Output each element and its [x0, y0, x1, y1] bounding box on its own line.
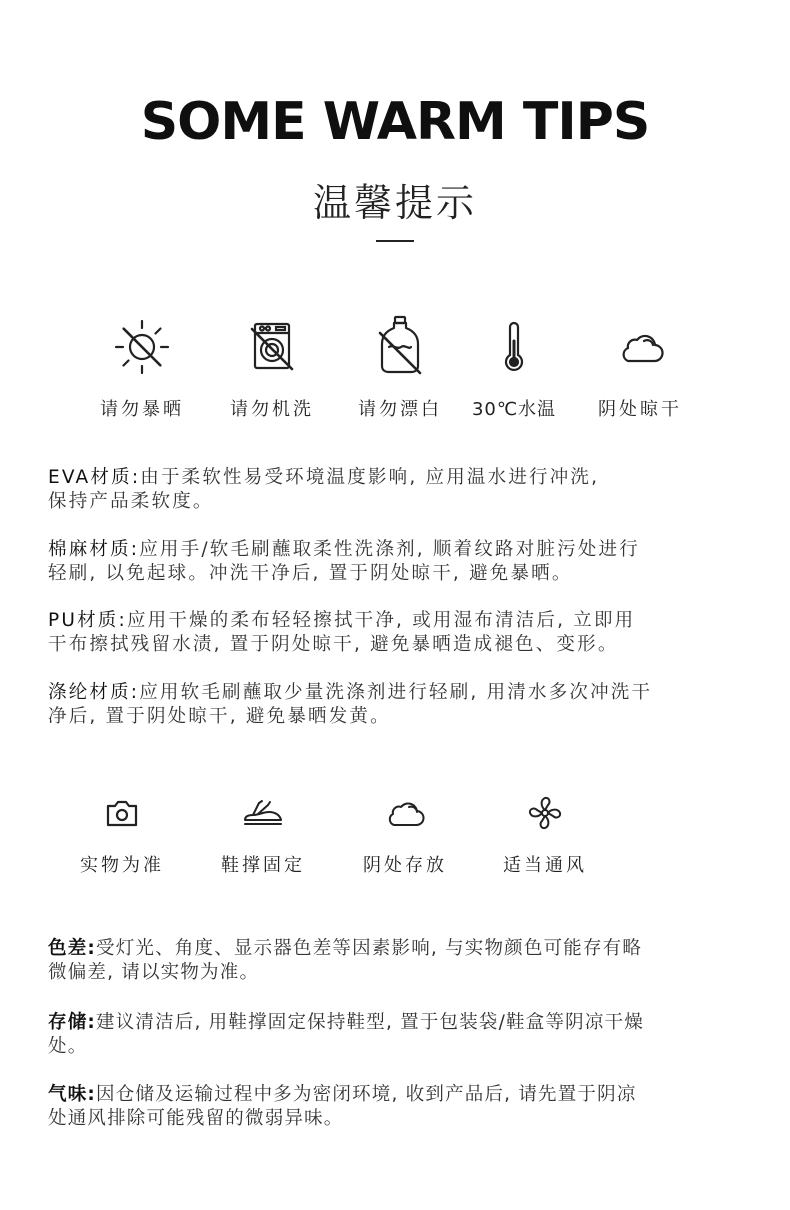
care-label: 30℃水温 — [471, 399, 557, 420]
note-key: 色差: — [48, 938, 96, 959]
care-icons-row — [0, 315, 790, 425]
tip-line — [48, 538, 748, 562]
storage-item-shade — [345, 793, 465, 877]
care-label: 阴处晾干 — [598, 399, 682, 420]
storage-icons-row — [0, 793, 790, 893]
note-storage — [48, 1011, 748, 1059]
storage-label: 阴处存放 — [363, 855, 447, 876]
tip-text: 由于柔软性易受环境温度影响, 应用温水进行冲洗, — [140, 467, 600, 488]
note-line: 处通风排除可能残留的微弱异味。 — [48, 1108, 344, 1129]
camera-icon — [102, 793, 142, 833]
note-text: 受灯光、角度、显示器色差等因素影响, 与实物颜色可能存有略 — [96, 938, 643, 959]
care-item-shade-dry — [580, 315, 700, 421]
care-label: 请勿暴晒 — [100, 399, 184, 420]
note-line — [48, 1083, 748, 1107]
note-text: 因仓储及运输过程中多为密闭环境, 收到产品后, 请先置于阴凉 — [96, 1084, 637, 1105]
no-sun-icon — [110, 315, 174, 379]
tip-text: 应用干燥的柔布轻轻擦拭干净, 或用湿布清洁后, 立即用 — [126, 610, 636, 631]
note-line: 处。 — [48, 1036, 88, 1057]
tip-line — [48, 681, 748, 705]
no-machine-wash-icon — [240, 315, 304, 379]
care-item-no-machine-wash — [212, 315, 332, 421]
tip-line: 净后, 置于阴处晾干, 避免暴晒发黄。 — [48, 706, 391, 727]
tip-key: 涤纶材质: — [48, 682, 140, 703]
tip-line: 保持产品柔软度。 — [48, 491, 214, 512]
fan-icon — [525, 793, 565, 833]
care-item-no-sun — [82, 315, 202, 421]
tip-line — [48, 466, 748, 490]
tip-text: 应用软毛刷蘸取少量洗涤剂进行轻刷, 用清水多次冲洗干 — [139, 682, 653, 703]
note-text: 建议清洁后, 用鞋撑固定保持鞋型, 置于包装袋/鞋盒等阴凉干燥 — [96, 1012, 644, 1033]
tip-text: 应用手/软毛刷蘸取柔性洗涤剂, 顺着纹路对脏污处进行 — [139, 539, 640, 560]
care-item-no-bleach — [340, 315, 460, 421]
tip-key: EVA材质: — [48, 467, 141, 488]
tip-line — [48, 609, 748, 633]
title-divider — [376, 240, 414, 242]
tip-line: 轻刷, 以免起球。冲洗干净后, 置于阴处晾干, 避免暴晒。 — [48, 563, 573, 584]
storage-label: 实物为准 — [80, 855, 164, 876]
note-odor — [48, 1083, 748, 1131]
tip-pu — [48, 609, 748, 657]
note-key: 存储: — [48, 1012, 96, 1033]
cloud-icon — [383, 793, 427, 833]
tip-eva — [48, 466, 748, 514]
cloud-icon — [608, 315, 672, 379]
note-line — [48, 937, 748, 961]
tip-polyester — [48, 681, 748, 729]
page-title-cn: 温馨提示 — [312, 181, 477, 225]
storage-label: 鞋撑固定 — [221, 855, 305, 876]
tip-cotton-linen — [48, 538, 748, 586]
tip-key: PU材质: — [48, 610, 127, 631]
care-label: 请勿机洗 — [230, 399, 314, 420]
storage-item-shoe-tree — [203, 793, 323, 877]
page-title-en: SOME WARM TIPS — [140, 92, 650, 152]
storage-item-actual — [62, 793, 182, 877]
storage-item-ventilate — [485, 793, 605, 877]
note-key: 气味: — [48, 1084, 96, 1105]
tip-key: 棉麻材质: — [48, 539, 140, 560]
storage-label: 适当通风 — [503, 855, 587, 876]
note-line: 微偏差, 请以实物为准。 — [48, 962, 260, 983]
care-item-water-temp — [454, 315, 574, 421]
care-label: 请勿漂白 — [358, 399, 442, 420]
note-line — [48, 1011, 748, 1035]
tip-line: 干布擦拭残留水渍, 置于阴处晾干, 避免暴晒造成褪色、变形。 — [48, 634, 619, 655]
shoe-tree-icon — [241, 793, 285, 833]
thermometer-icon — [482, 315, 546, 379]
no-bleach-icon — [368, 315, 432, 379]
note-color-difference — [48, 937, 748, 985]
